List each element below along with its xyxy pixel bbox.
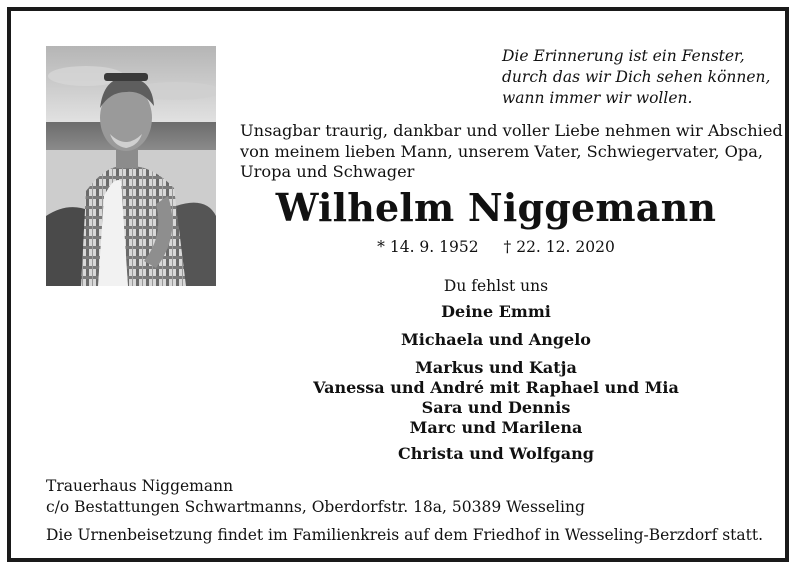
- intro-line: Uropa und Schwager: [240, 162, 415, 181]
- birth-date: * 14. 9. 1952: [377, 238, 479, 256]
- mourners-intro: Du fehlst uns: [443, 277, 549, 295]
- life-dates: [240, 237, 752, 257]
- mourner-line: Vanessa und André mit Raphael und Mia: [313, 378, 679, 397]
- mourning-house: Trauerhaus Niggemann: [46, 477, 234, 495]
- farewell-text: [240, 121, 783, 183]
- mourner-line: Sara und Dennis: [421, 398, 571, 417]
- intro-line: Unsagbar traurig, dankbar und voller Liebe nehmen wir Abschied: [240, 121, 783, 140]
- mourner-line: Deine Emmi: [441, 302, 551, 321]
- mourner-line: Markus und Katja: [415, 358, 577, 377]
- deceased-name: Wilhelm Niggemann: [275, 185, 717, 230]
- mourning-address: c/o Bestattungen Schwartmanns, Oberdorfstr. 18a, 50389 Wesseling: [46, 498, 585, 516]
- quote-line: durch das wir Dich sehen können,: [502, 68, 771, 86]
- intro-line: von meinem lieben Mann, unserem Vater, Schwiegervater, Opa,: [240, 141, 764, 161]
- death-date: † 22. 12. 2020: [503, 238, 615, 256]
- mourner-line: Michaela und Angelo: [401, 330, 591, 349]
- portrait-photo: [46, 46, 216, 286]
- burial-notice: Die Urnenbeisetzung findet im Familienkreis auf dem Friedhof in Wesseling-Berzdorf statt.: [46, 526, 764, 544]
- mourner-line: Marc und Marilena: [409, 418, 583, 437]
- quote-line: wann immer wir wollen.: [502, 89, 693, 107]
- mourner-line: Christa und Wolfgang: [398, 444, 594, 463]
- quote-line: Die Erinnerung ist ein Fenster,: [502, 47, 745, 65]
- memorial-quote: [502, 46, 770, 109]
